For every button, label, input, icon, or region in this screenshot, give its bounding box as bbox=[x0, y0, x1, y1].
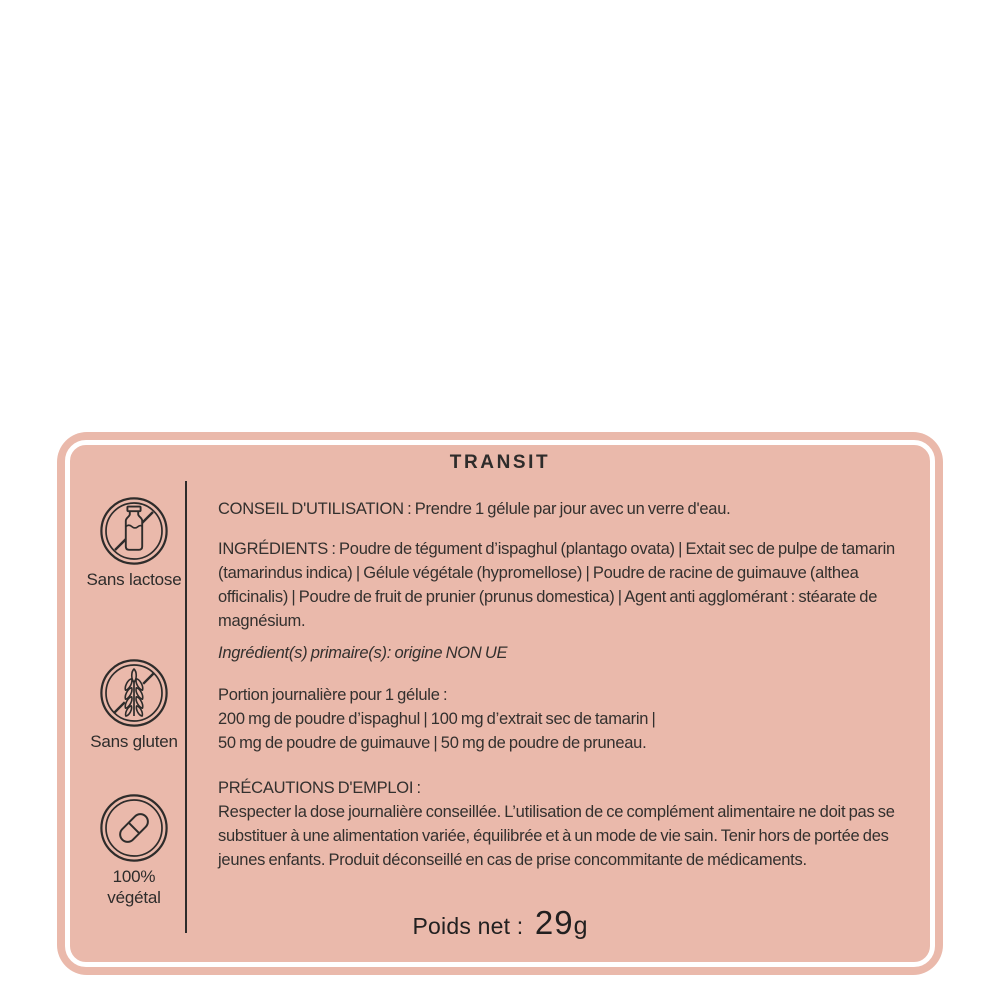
badge-sans-gluten bbox=[63, 658, 205, 752]
badge-sans-lactose bbox=[63, 496, 205, 590]
badge-label-line1: 100% bbox=[112, 867, 156, 886]
net-weight-unit: g bbox=[573, 912, 588, 940]
badge-label-line2: végétal bbox=[107, 888, 161, 907]
primary-ingredient-origin-text: Ingrédient(s) primaire(s): origine NON UE bbox=[218, 644, 508, 662]
badge-label: Sans lactose bbox=[86, 570, 182, 589]
net-weight bbox=[57, 904, 943, 942]
vegetal-capsule-icon bbox=[99, 793, 169, 863]
badge-label: Sans gluten bbox=[90, 732, 178, 751]
product-title: TRANSIT bbox=[449, 452, 551, 473]
precautions-title: PRÉCAUTIONS D'EMPLOI : bbox=[218, 779, 421, 797]
no-gluten-icon bbox=[99, 658, 169, 728]
badge-100-vegetal bbox=[63, 793, 205, 908]
daily-portion-line-2: 50 mg de poudre de guimauve | 50 mg de poudre de pruneau. bbox=[218, 734, 647, 752]
product-label-card bbox=[57, 432, 943, 975]
precautions-text: Respecter la dose journalière conseillée. L’utilisation de ce complément alimentaire ne doit pas se substituer à une alimentation variée, équilibrée et à un mode de vie sain. Tenir hors de portée des jeunes enfants. Produit déconseillé en cas de prise concommitante de médicaments. bbox=[218, 803, 895, 869]
daily-portion-title: Portion journalière pour 1 gélule : bbox=[218, 686, 448, 704]
net-weight-value: 29 bbox=[534, 904, 574, 941]
net-weight-label: Poids net : bbox=[412, 913, 524, 939]
precautions-section bbox=[218, 776, 930, 872]
ingredients-text: INGRÉDIENTS : Poudre de tégument d’ispaghul (plantago ovata) | Extait sec de pulpe de tamarin (tamarindus indica) | Gélule végétale (hypromellose) | Poudre de racine de guimauve (althea officinalis) | Poudre de fruit de prunier (prunus domestica) | Agent anti agglomérant : stéarate de magnésium. bbox=[218, 540, 895, 630]
daily-portion-section bbox=[218, 683, 930, 755]
usage-advice-text: CONSEIL D'UTILISATION : Prendre 1 gélule par jour avec un verre d'eau. bbox=[218, 500, 731, 518]
no-lactose-icon bbox=[99, 496, 169, 566]
daily-portion-line-1: 200 mg de poudre d’ispaghul | 100 mg d’extrait sec de tamarin | bbox=[218, 710, 656, 728]
